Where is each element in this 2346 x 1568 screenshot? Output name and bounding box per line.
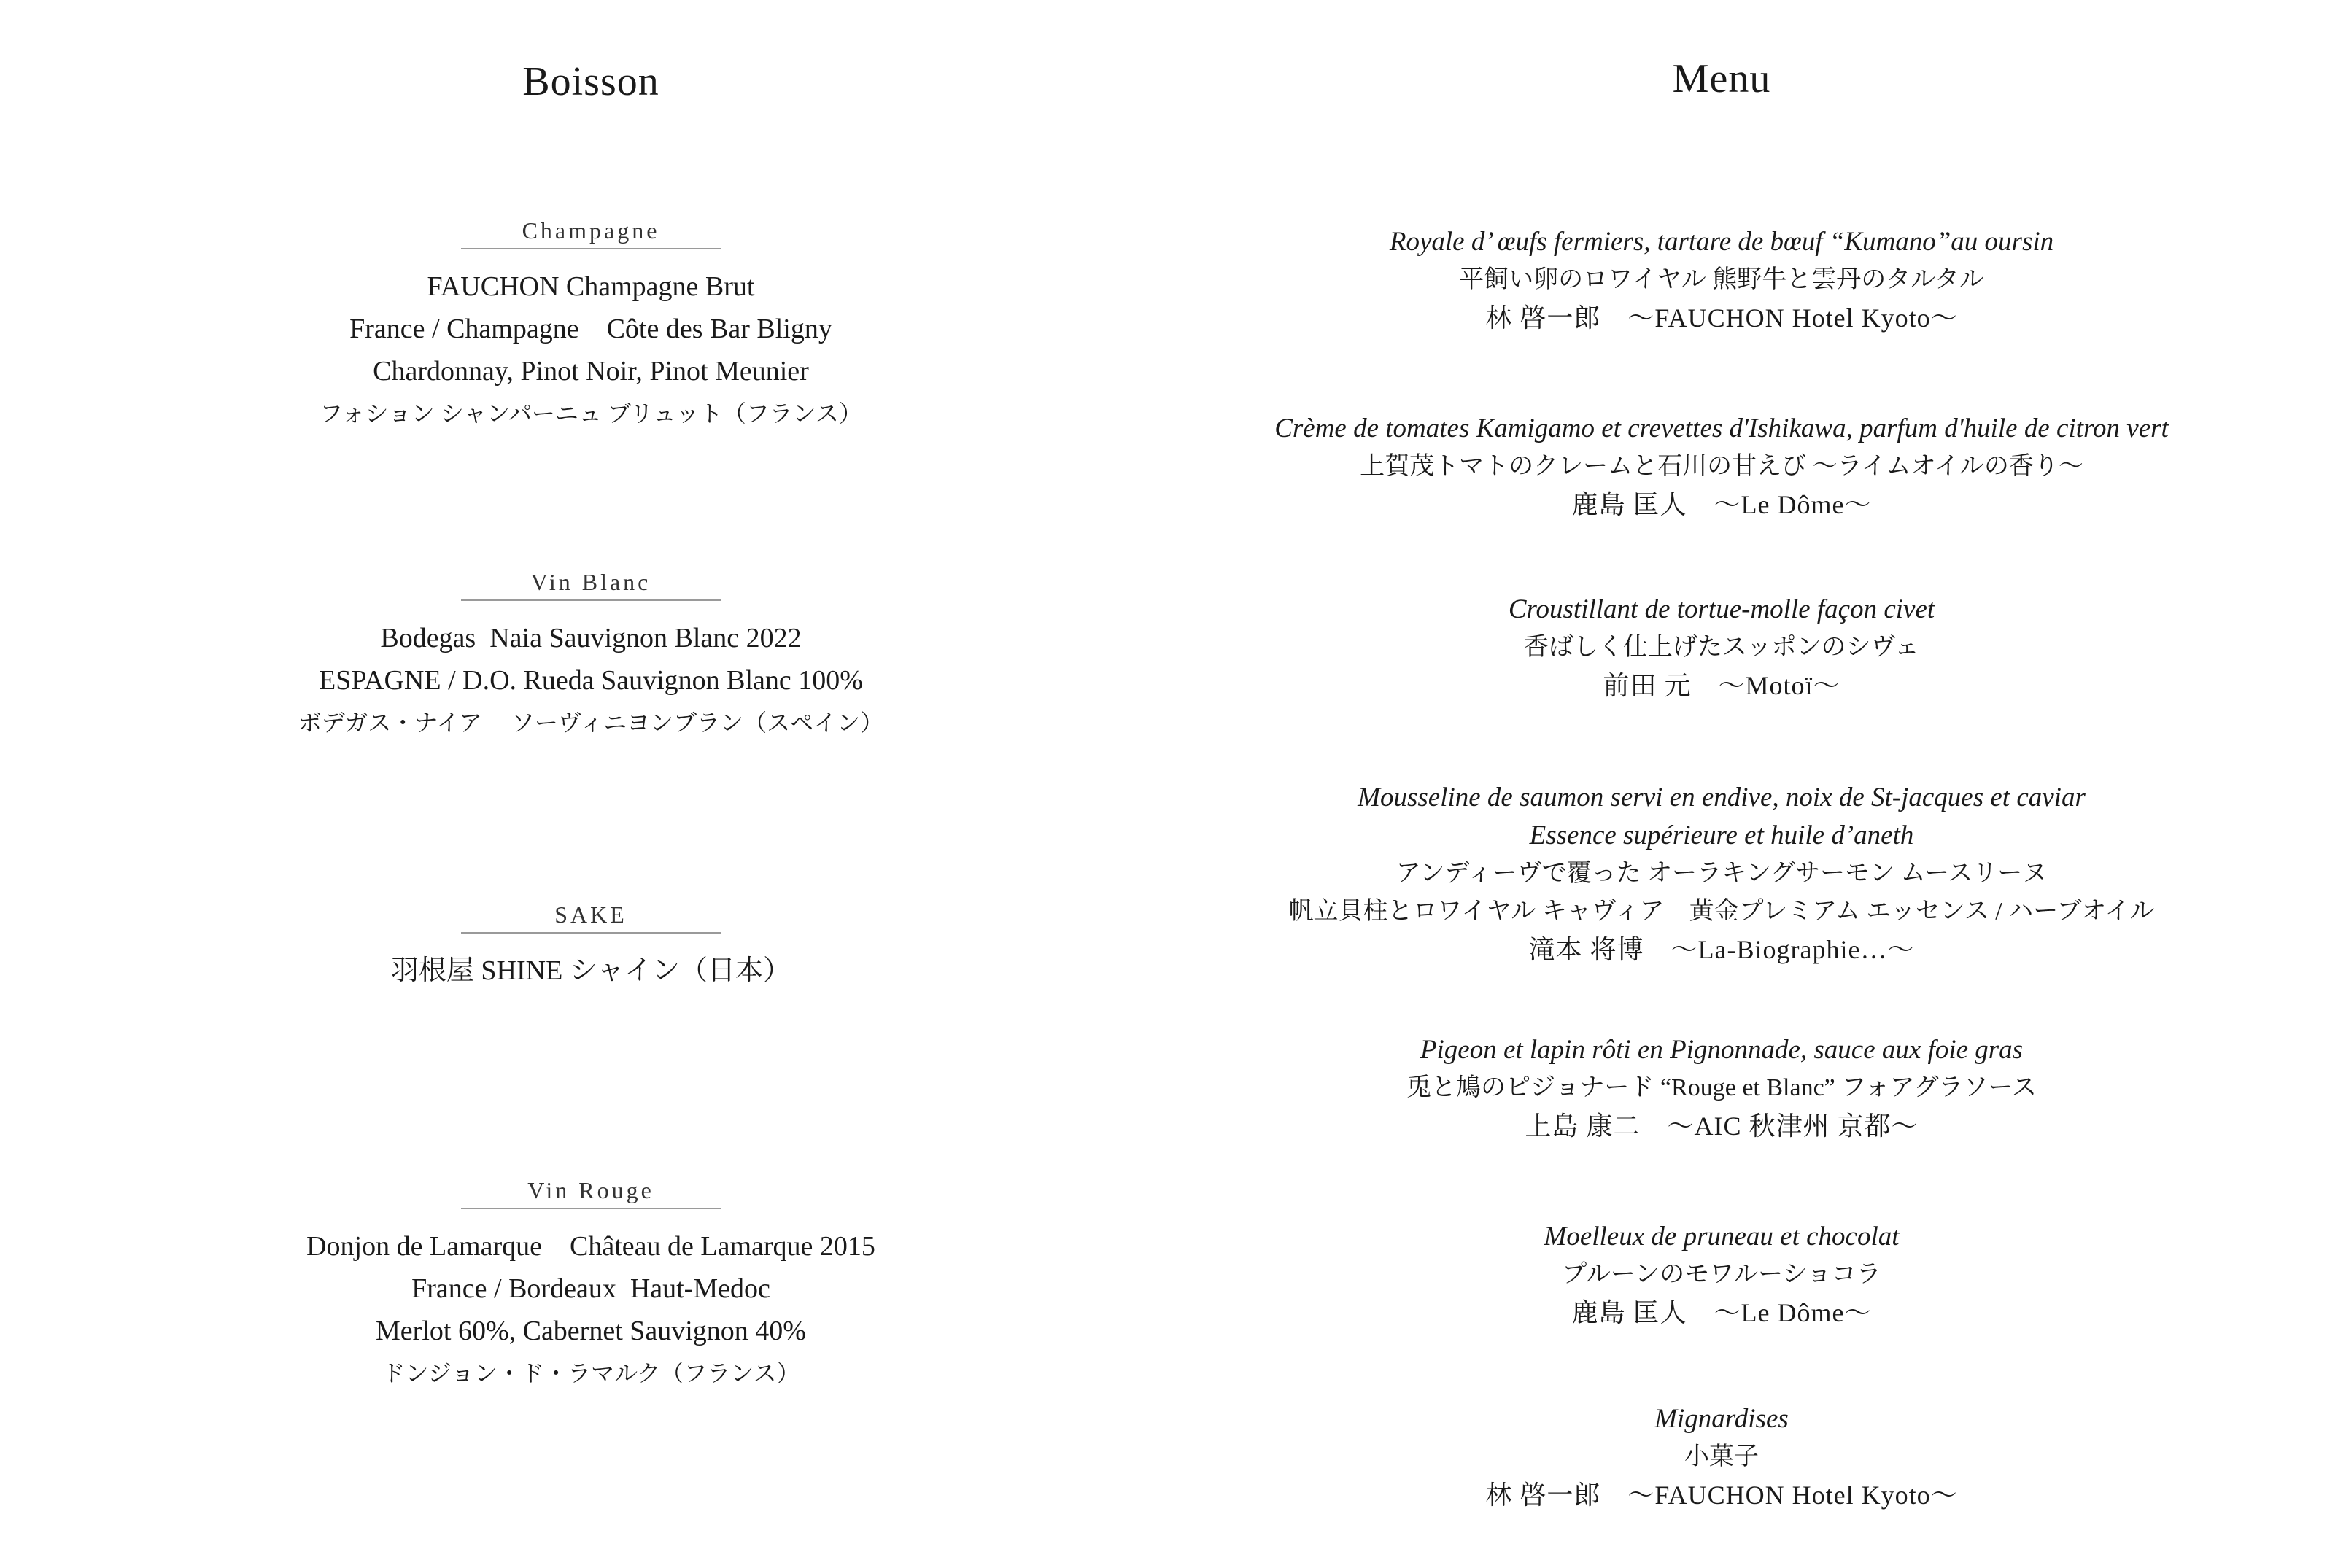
course-chef: 上島 康二 ～AIC 秋津州 京都～: [1525, 1111, 1919, 1141]
wine-grapes: Merlot 60%, Cabernet Sauvignon 40%: [376, 1316, 806, 1346]
drink-section-sake: [263, 900, 919, 992]
course-name-fr: Royale d’ œufs fermiers, tartare de bœuf “Kumano”au oursin: [1389, 227, 2054, 257]
wine-name: Donjon de Lamarque Château de Lamarque 2015: [306, 1231, 875, 1262]
course-name-jp: 香ばしく仕上げたスッポンのシヴェ: [1523, 634, 1920, 661]
wine-name-jp: ドンジョン・ド・ラマルク（フランス）: [382, 1360, 800, 1386]
wine-name: FAUCHON Champagne Brut: [427, 271, 755, 302]
course-chef: 滝本 将博 ～La-Biographie…～: [1528, 935, 1915, 964]
drink-section-vin-blanc: [263, 567, 919, 744]
wine-grapes: Chardonnay, Pinot Noir, Pinot Meunier: [373, 356, 809, 387]
course-name-fr: Crème de tomates Kamigamo et crevettes d'Ishikawa, parfum d'huile de citron vert: [1274, 414, 2169, 443]
wine-origin: ESPAGNE / D.O. Rueda Sauvignon Blanc 100%: [319, 665, 863, 696]
course-name-jp: アンディーヴで覆った オーラキングサーモン ムースリーヌ: [1395, 860, 2048, 887]
course-chef: 鹿島 匡人 ～Le Dôme～: [1571, 490, 1872, 519]
course-item: [1211, 1218, 2232, 1332]
course-name-jp: 平飼い卵のロワイヤル 熊野牛と雲丹のタルタル: [1459, 266, 1984, 293]
boisson-title: Boisson: [522, 59, 659, 104]
wine-name-jp: フォション シャンパーニュ ブリュット（フランス）: [320, 400, 862, 427]
course-item: [1211, 223, 2232, 337]
course-item: [1211, 410, 2232, 524]
menu-title: Menu: [1672, 56, 1771, 101]
drink-section-champagne: [263, 216, 919, 435]
course-item: [1211, 1400, 2232, 1514]
course-chef: 林 啓一郎 ～FAUCHON Hotel Kyoto～: [1485, 303, 1958, 333]
drink-section-vin-rouge: [263, 1176, 919, 1394]
wine-name: Bodegas Naia Sauvignon Blanc 2022: [380, 623, 802, 653]
course-name-jp: 小菓子: [1684, 1443, 1759, 1470]
course-item: [1211, 591, 2232, 705]
course-item: [1211, 1031, 2232, 1145]
course-name-fr: Essence supérieure et huile d’aneth: [1529, 820, 1914, 850]
course-name-jp: 兎と鳩のピジョナード “Rouge et Blanc” フォアグラソース: [1406, 1074, 2037, 1101]
section-heading: SAKE: [461, 900, 721, 934]
course-chef: 前田 元 ～Motoï～: [1603, 671, 1840, 700]
wine-origin: France / Champagne Côte des Bar Bligny: [349, 314, 832, 344]
course-chef: 林 啓一郎 ～FAUCHON Hotel Kyoto～: [1485, 1480, 1958, 1510]
course-name-jp: 帆立貝柱とロワイヤル キャヴィア 黄金プレミアム エッセンス / ハーブオイル: [1288, 898, 2155, 925]
section-heading: Vin Rouge: [461, 1176, 721, 1209]
section-heading: Champagne: [461, 216, 721, 249]
wine-origin: France / Bordeaux Haut-Medoc: [411, 1273, 770, 1304]
sake-name: 羽根屋 SHINE シャイン（日本）: [390, 955, 791, 986]
course-name-fr: Croustillant de tortue-molle façon civet: [1508, 594, 1935, 624]
course-name-fr: Mousseline de saumon servi en endive, noix de St-jacques et caviar: [1358, 783, 2086, 812]
course-item: [1211, 779, 2232, 969]
course-name-fr: Pigeon et lapin rôti en Pignonnade, sauce aux foie gras: [1420, 1035, 2024, 1065]
course-name-fr: Mignardises: [1654, 1404, 1789, 1434]
wine-name-jp: ボデガス・ナイア ソーヴィニヨンブラン（スペイン）: [298, 710, 884, 736]
section-heading: Vin Blanc: [461, 567, 721, 601]
course-name-fr: Moelleux de pruneau et chocolat: [1544, 1222, 1900, 1251]
course-chef: 鹿島 匡人 ～Le Dôme～: [1571, 1298, 1872, 1327]
course-name-jp: 上賀茂トマトのクレームと石川の甘えび ～ライムオイルの香り～: [1360, 453, 2083, 480]
course-name-jp: プルーンのモワルーショコラ: [1562, 1261, 1881, 1288]
